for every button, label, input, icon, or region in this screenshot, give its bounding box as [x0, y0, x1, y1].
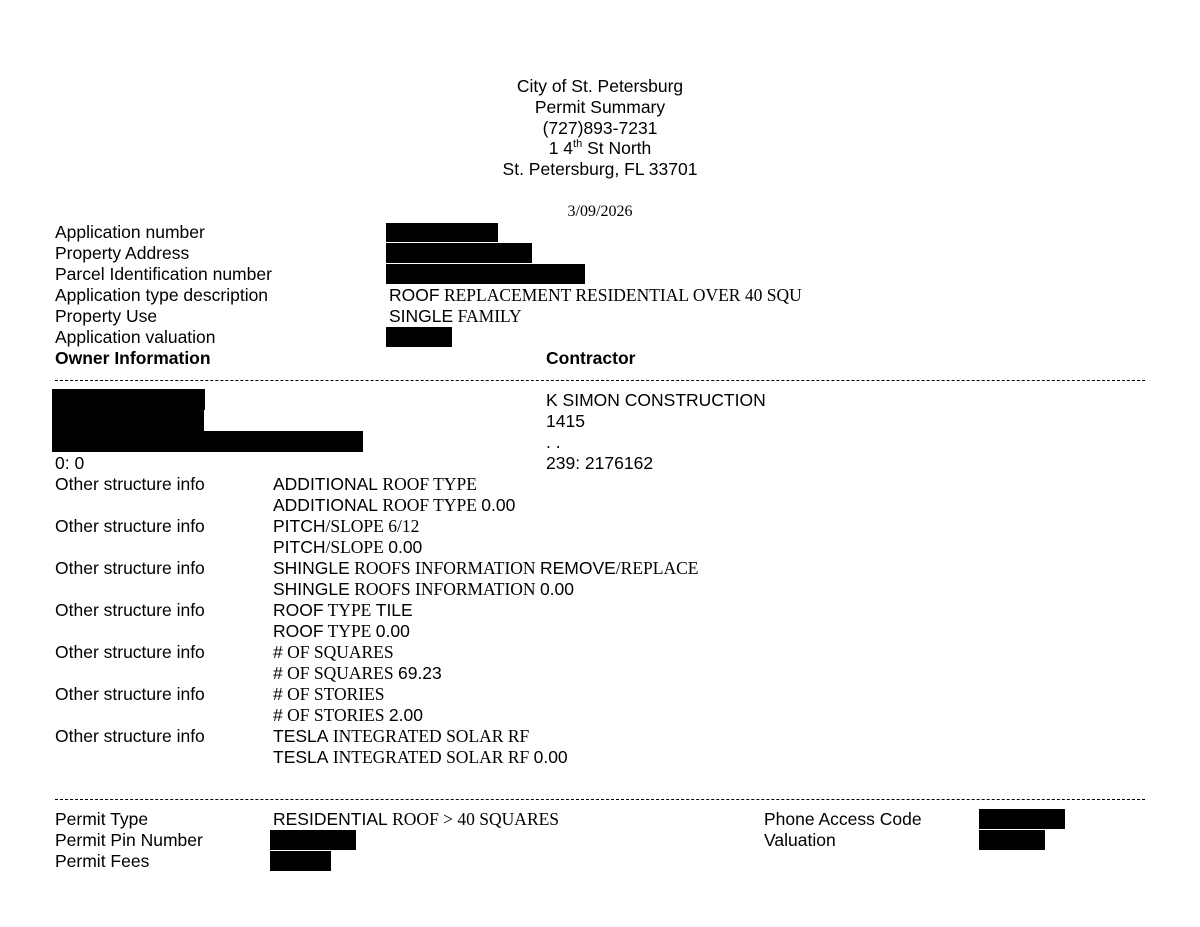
- application-type-label: Application type description: [55, 285, 269, 305]
- structure-info-amount: PITCH/SLOPE 0.00: [273, 537, 423, 557]
- structure-info-amount: # OF STORIES 2.00: [273, 705, 423, 725]
- street-name: St North: [582, 138, 652, 159]
- structure-info-value: PITCH/SLOPE 6/12: [273, 516, 420, 536]
- structure-info-label: Other structure info: [55, 516, 205, 536]
- structure-info-amount: TESLA INTEGRATED SOLAR RF 0.00: [273, 747, 568, 767]
- structure-info-amount: ROOF TYPE 0.00: [273, 621, 410, 641]
- document-date: 3/09/2026: [567, 203, 633, 220]
- redacted-parcel-id: [386, 264, 585, 284]
- structure-info-value: # OF SQUARES: [273, 642, 394, 662]
- city-state-zip: St. Petersburg, FL 33701: [502, 159, 698, 180]
- permit-fees-label: Permit Fees: [55, 851, 150, 871]
- parcel-id-label: Parcel Identification number: [55, 264, 272, 284]
- document-title: Permit Summary: [534, 96, 666, 117]
- property-use-value: SINGLE FAMILY: [389, 306, 522, 326]
- redacted-property-address: [386, 243, 532, 263]
- permit-type-label: Permit Type: [55, 809, 149, 829]
- contractor-heading: Contractor: [546, 348, 636, 368]
- street-number: 1 4: [548, 138, 574, 159]
- permit-pin-label: Permit Pin Number: [55, 830, 203, 850]
- structure-info-amount: # OF SQUARES 69.23: [273, 663, 442, 683]
- city-phone: (727)893-7231: [542, 117, 658, 138]
- structure-info-label: Other structure info: [55, 726, 205, 746]
- divider-top: [55, 380, 1145, 381]
- structure-info-value: ADDITIONAL ROOF TYPE: [273, 474, 477, 494]
- structure-info-value: TESLA INTEGRATED SOLAR RF: [273, 726, 530, 746]
- permit-type-value: RESIDENTIAL ROOF > 40 SQUARES: [273, 809, 560, 829]
- street-ordinal: th: [573, 138, 583, 151]
- redacted-owner-address: [52, 410, 204, 431]
- phone-access-code-label: Phone Access Code: [764, 809, 922, 829]
- redacted-permit-pin: [270, 830, 356, 850]
- structure-info-label: Other structure info: [55, 474, 205, 494]
- city-name: City of St. Petersburg: [516, 76, 684, 96]
- property-address-label: Property Address: [55, 243, 190, 263]
- redacted-application-number: [386, 223, 498, 242]
- document-header: [0, 76, 1200, 180]
- redacted-valuation: [979, 830, 1045, 850]
- redacted-application-valuation: [386, 327, 452, 347]
- contractor-address-dots: . .: [546, 432, 561, 452]
- structure-info-label: Other structure info: [55, 558, 205, 578]
- structure-info-amount: SHINGLE ROOFS INFORMATION 0.00: [273, 579, 574, 599]
- structure-info-label: Other structure info: [55, 684, 205, 704]
- redacted-phone-access-code: [979, 809, 1065, 829]
- structure-info-amount: ADDITIONAL ROOF TYPE 0.00: [273, 495, 516, 515]
- structure-info-value: SHINGLE ROOFS INFORMATION REMOVE/REPLACE: [273, 558, 699, 578]
- valuation-label: Valuation: [764, 830, 836, 850]
- contractor-phone: 239: 2176162: [546, 453, 654, 473]
- application-type-value: ROOF REPLACEMENT RESIDENTIAL OVER 40 SQU: [389, 285, 802, 305]
- structure-info-label: Other structure info: [55, 642, 205, 662]
- structure-info-value: ROOF TYPE TILE: [273, 600, 413, 620]
- contractor-number: 1415: [546, 411, 585, 431]
- redacted-owner-city: [52, 431, 363, 452]
- property-use-label: Property Use: [55, 306, 158, 326]
- structure-info-label: Other structure info: [55, 600, 205, 620]
- contractor-name: K SIMON CONSTRUCTION: [546, 390, 766, 410]
- owner-info-heading: Owner Information: [55, 348, 211, 368]
- structure-info-value: # OF STORIES: [273, 684, 385, 704]
- owner-phone: 0: 0: [55, 453, 85, 473]
- city-street: [0, 138, 1200, 159]
- redacted-owner-name: [52, 389, 205, 410]
- application-valuation-label: Application valuation: [55, 327, 216, 347]
- redacted-permit-fees: [270, 851, 331, 871]
- application-number-label: Application number: [55, 222, 205, 242]
- divider-bottom: [55, 799, 1145, 800]
